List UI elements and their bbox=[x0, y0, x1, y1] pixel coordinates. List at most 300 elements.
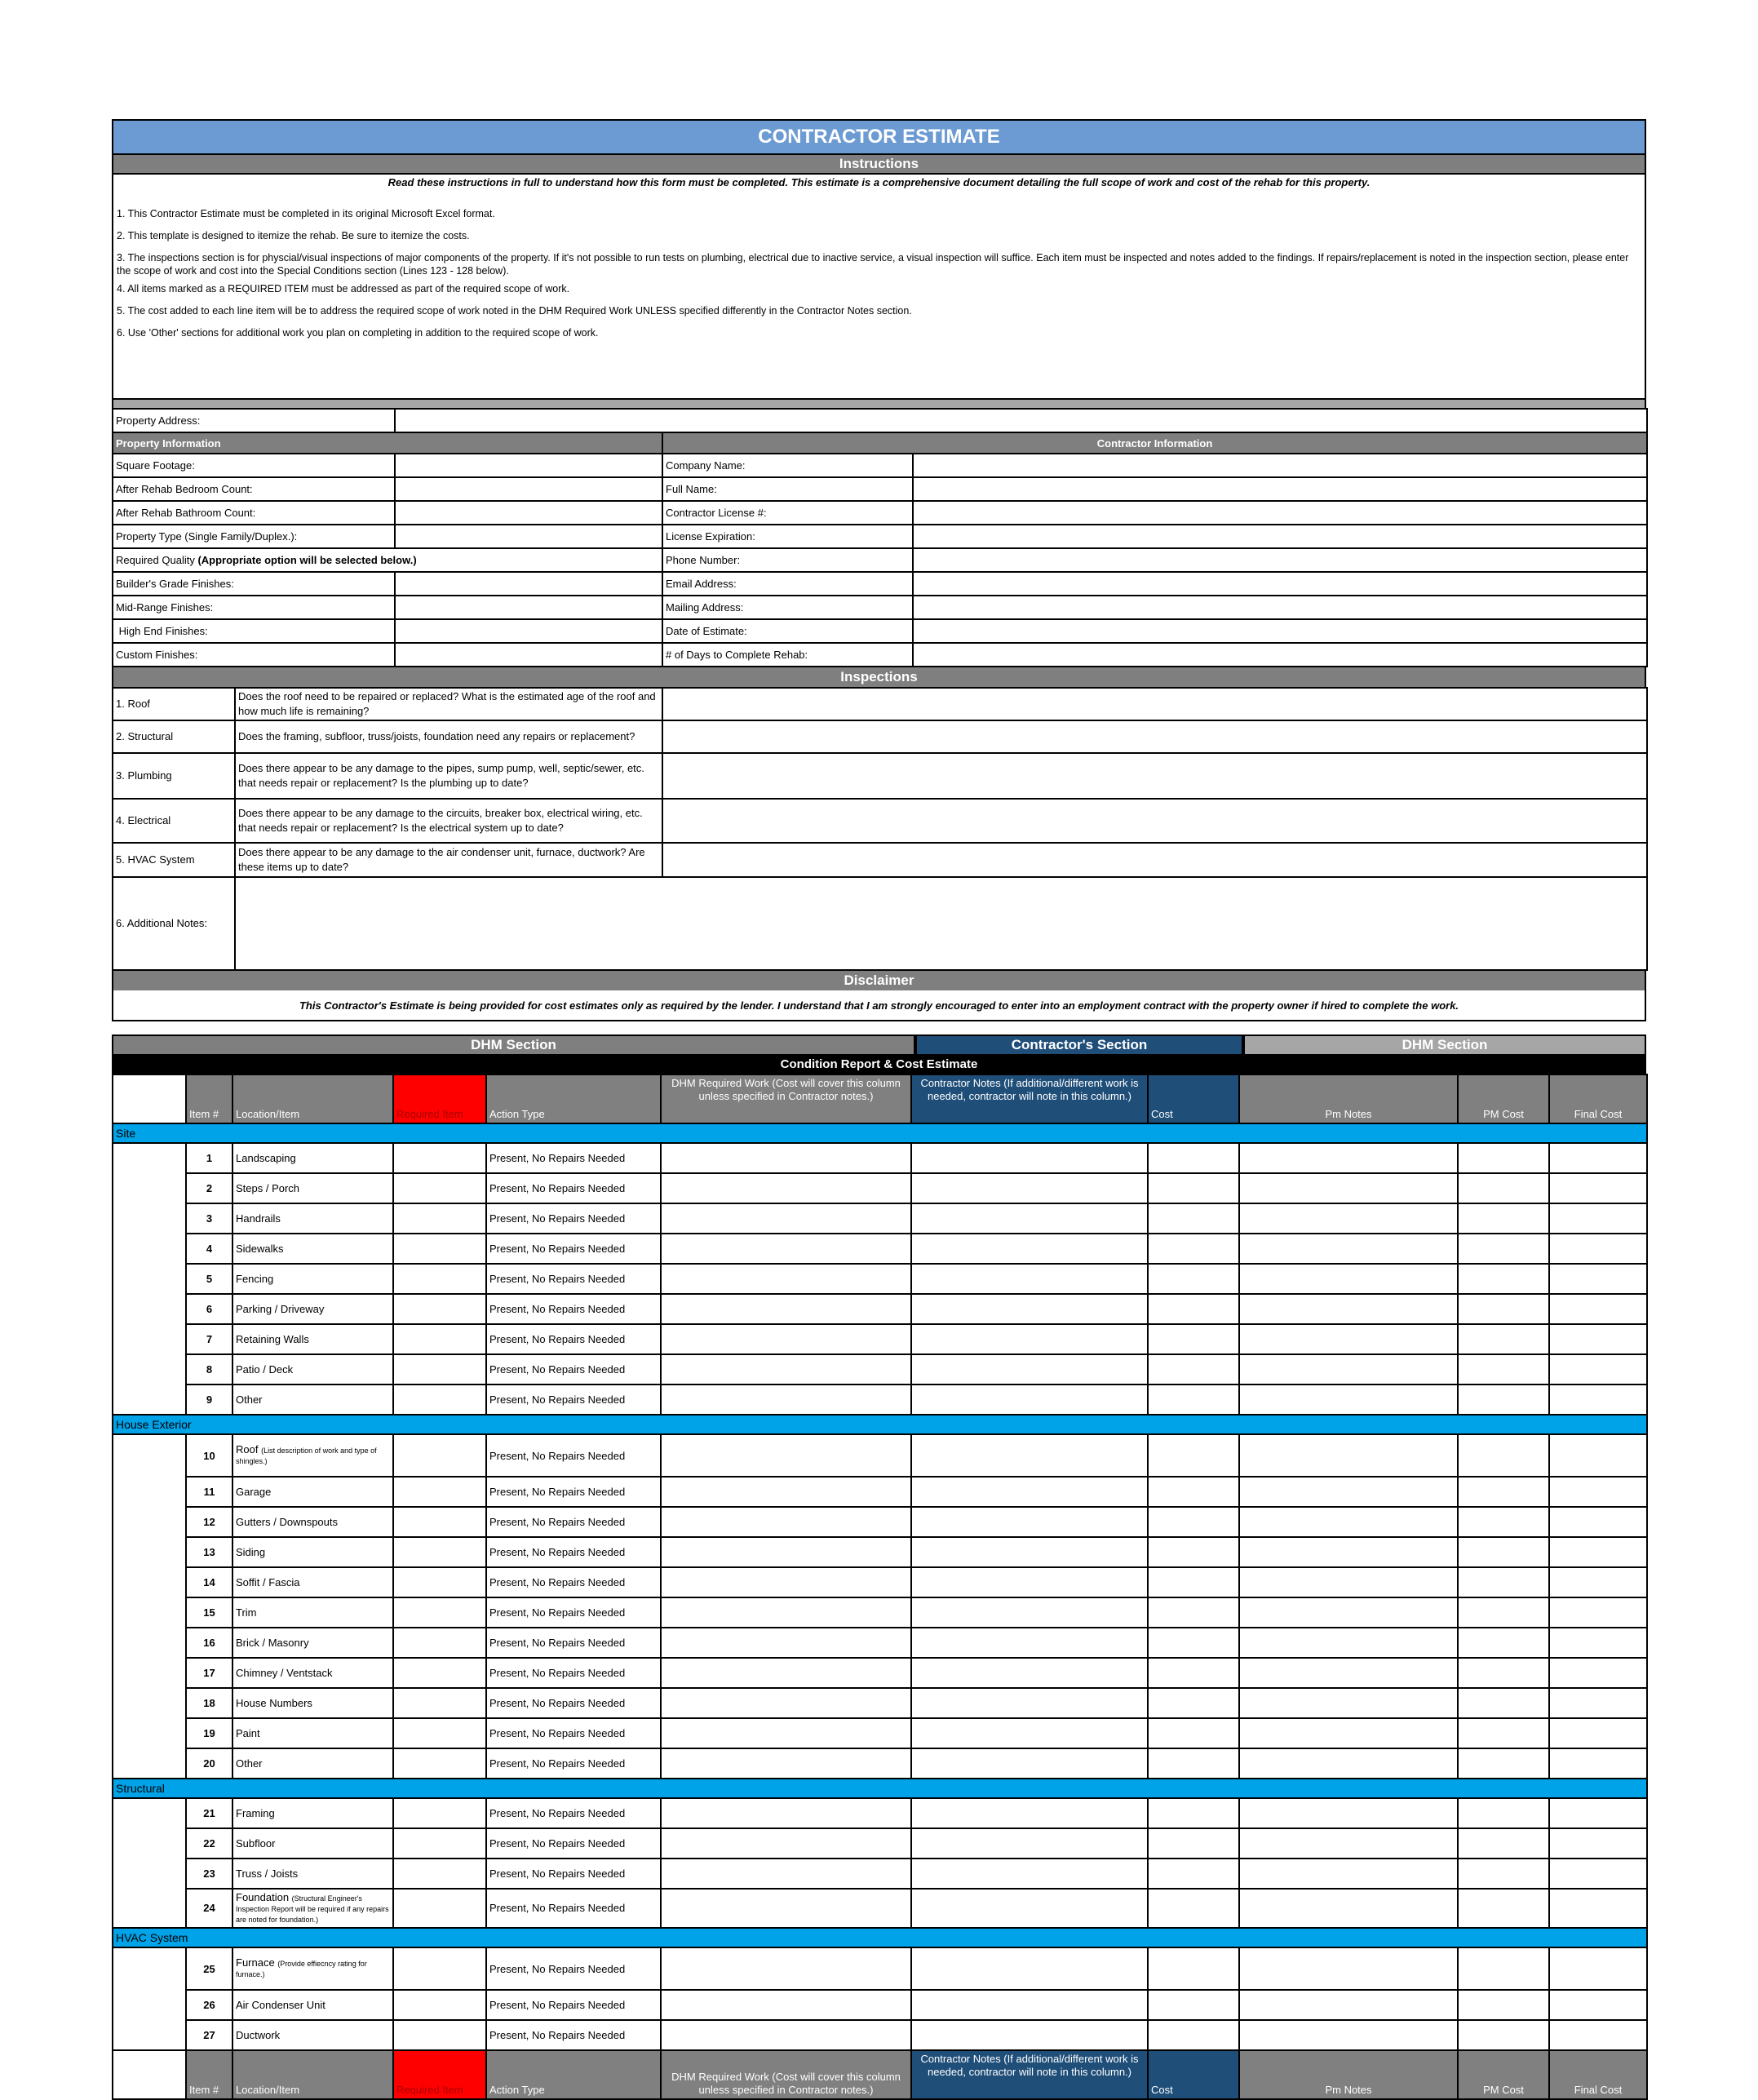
cost-cell[interactable] bbox=[1148, 2020, 1239, 2050]
pm-cost-cell[interactable] bbox=[1458, 1628, 1549, 1658]
pm-notes-cell[interactable] bbox=[1239, 1294, 1458, 1324]
contractor-notes-cell[interactable] bbox=[911, 1173, 1148, 1203]
pm-notes-cell[interactable] bbox=[1239, 2020, 1458, 2050]
pm-cost-cell[interactable] bbox=[1458, 1234, 1549, 1264]
cost-cell[interactable] bbox=[1148, 1384, 1239, 1415]
pm-cost-cell[interactable] bbox=[1458, 1507, 1549, 1537]
property-field-input[interactable] bbox=[395, 596, 662, 619]
cost-cell[interactable] bbox=[1148, 1264, 1239, 1294]
required-item-cell[interactable] bbox=[393, 1889, 486, 1928]
action-type-select[interactable]: Present, No Repairs Needed bbox=[486, 1264, 661, 1294]
row-gutter bbox=[113, 1537, 186, 1567]
required-item-cell[interactable] bbox=[393, 1658, 486, 1688]
contractor-notes-cell[interactable] bbox=[911, 1354, 1148, 1384]
pm-notes-cell[interactable] bbox=[1239, 1718, 1458, 1748]
pm-cost-cell[interactable] bbox=[1458, 1828, 1549, 1859]
pm-cost-cell[interactable] bbox=[1458, 1990, 1549, 2020]
property-field-input[interactable] bbox=[395, 619, 662, 643]
line-item-row bbox=[113, 1718, 1647, 1748]
category-row bbox=[113, 1415, 1647, 1434]
item-number: 22 bbox=[186, 1828, 232, 1859]
action-type-select[interactable]: Present, No Repairs Needed bbox=[486, 1688, 661, 1718]
pm-notes-cell[interactable] bbox=[1239, 1798, 1458, 1828]
dhm-required-work-cell[interactable] bbox=[661, 1173, 911, 1203]
dhm-required-work-cell[interactable] bbox=[661, 1434, 911, 1477]
action-type-select[interactable]: Present, No Repairs Needed bbox=[486, 1567, 661, 1597]
final-cost-cell[interactable] bbox=[1549, 1990, 1647, 2020]
dhm-required-work-cell[interactable] bbox=[661, 1234, 911, 1264]
dhm-required-work-cell[interactable] bbox=[661, 1567, 911, 1597]
dhm-required-work-cell[interactable] bbox=[661, 1859, 911, 1889]
pm-cost-cell[interactable] bbox=[1458, 1434, 1549, 1477]
property-field-input[interactable] bbox=[395, 477, 662, 501]
final-cost-cell[interactable] bbox=[1549, 1798, 1647, 1828]
final-cost-cell[interactable] bbox=[1549, 1294, 1647, 1324]
required-item-cell[interactable] bbox=[393, 1947, 486, 1990]
contractor-notes-cell[interactable] bbox=[911, 1889, 1148, 1928]
row-gutter bbox=[113, 1203, 186, 1234]
line-item-row bbox=[113, 1567, 1647, 1597]
dhm-required-work-cell[interactable] bbox=[661, 1947, 911, 1990]
dhm-required-work-cell[interactable] bbox=[661, 1507, 911, 1537]
dhm-required-work-cell[interactable] bbox=[661, 1143, 911, 1173]
final-cost-cell[interactable] bbox=[1549, 1859, 1647, 1889]
action-type-select[interactable]: Present, No Repairs Needed bbox=[486, 1143, 661, 1173]
dhm-required-work-cell[interactable] bbox=[661, 1718, 911, 1748]
contractor-notes-cell[interactable] bbox=[911, 1434, 1148, 1477]
final-cost-cell[interactable] bbox=[1549, 1658, 1647, 1688]
cost-cell[interactable] bbox=[1148, 1173, 1239, 1203]
cost-cell[interactable] bbox=[1148, 1828, 1239, 1859]
final-cost-cell[interactable] bbox=[1549, 1173, 1647, 1203]
pm-notes-cell[interactable] bbox=[1239, 1234, 1458, 1264]
cost-cell[interactable] bbox=[1148, 1434, 1239, 1477]
dhm-required-work-cell[interactable] bbox=[661, 1203, 911, 1234]
pm-cost-cell[interactable] bbox=[1458, 1354, 1549, 1384]
pm-cost-cell[interactable] bbox=[1458, 1173, 1549, 1203]
cost-header: Cost bbox=[1148, 2050, 1239, 2099]
contractor-notes-cell[interactable] bbox=[911, 1143, 1148, 1173]
action-type-select[interactable]: Present, No Repairs Needed bbox=[486, 1324, 661, 1354]
contractor-notes-cell[interactable] bbox=[911, 1658, 1148, 1688]
pm-notes-cell[interactable] bbox=[1239, 1537, 1458, 1567]
cost-cell[interactable] bbox=[1148, 1718, 1239, 1748]
dhm-required-work-cell[interactable] bbox=[661, 1658, 911, 1688]
column-header-row bbox=[113, 1074, 1647, 1123]
location-item: Chimney / Ventstack bbox=[232, 1658, 393, 1688]
final-cost-cell[interactable] bbox=[1549, 1688, 1647, 1718]
property-field-input[interactable] bbox=[395, 525, 662, 548]
cost-cell[interactable] bbox=[1148, 1889, 1239, 1928]
instruction-step: 1. This Contractor Estimate must be completed in its original Microsoft Excel format. bbox=[117, 208, 495, 219]
cost-cell[interactable] bbox=[1148, 1537, 1239, 1567]
required-item-cell[interactable] bbox=[393, 1798, 486, 1828]
contractor-field-input[interactable] bbox=[913, 572, 1647, 596]
required-item-cell[interactable] bbox=[393, 1477, 486, 1507]
cost-cell[interactable] bbox=[1148, 1658, 1239, 1688]
contractor-notes-cell[interactable] bbox=[911, 1718, 1148, 1748]
cost-cell[interactable] bbox=[1148, 1507, 1239, 1537]
contractor-notes-cell[interactable] bbox=[911, 1324, 1148, 1354]
required-item-cell[interactable] bbox=[393, 2020, 486, 2050]
contractor-notes-cell[interactable] bbox=[911, 1537, 1148, 1567]
contractor-field-label: Email Address: bbox=[662, 572, 913, 596]
required-item-cell[interactable] bbox=[393, 1143, 486, 1173]
property-field-input[interactable] bbox=[395, 643, 662, 667]
pm-notes-cell[interactable] bbox=[1239, 1434, 1458, 1477]
contractor-field-label: Date of Estimate: bbox=[662, 619, 913, 643]
dhm-required-work-cell[interactable] bbox=[661, 1537, 911, 1567]
contractor-notes-cell[interactable] bbox=[911, 1203, 1148, 1234]
dhm-required-work-cell[interactable] bbox=[661, 1597, 911, 1628]
pm-cost-cell[interactable] bbox=[1458, 1718, 1549, 1748]
required-item-cell[interactable] bbox=[393, 1294, 486, 1324]
instructions-header: Instructions bbox=[112, 153, 1646, 173]
pm-cost-cell[interactable] bbox=[1458, 1384, 1549, 1415]
action-type-select[interactable]: Present, No Repairs Needed bbox=[486, 1859, 661, 1889]
info-table bbox=[112, 408, 1648, 667]
location-item: Furnace (Provide effiecncy rating for furnace.) bbox=[232, 1947, 393, 1990]
contractor-notes-cell[interactable] bbox=[911, 1990, 1148, 2020]
location-item: Landscaping bbox=[232, 1143, 393, 1173]
action-type-select[interactable]: Present, No Repairs Needed bbox=[486, 1173, 661, 1203]
action-type-select[interactable]: Present, No Repairs Needed bbox=[486, 1947, 661, 1990]
location-item: Steps / Porch bbox=[232, 1173, 393, 1203]
property-field-input[interactable] bbox=[395, 501, 662, 525]
pm-cost-cell[interactable] bbox=[1458, 1143, 1549, 1173]
dhm-required-work-cell[interactable] bbox=[661, 1324, 911, 1354]
action-type-select[interactable]: Present, No Repairs Needed bbox=[486, 1718, 661, 1748]
final-cost-cell[interactable] bbox=[1549, 1828, 1647, 1859]
category-label: Structural bbox=[113, 1779, 1647, 1798]
contractor-field-input[interactable] bbox=[913, 454, 1647, 477]
cost-cell[interactable] bbox=[1148, 1628, 1239, 1658]
item-number: 5 bbox=[186, 1264, 232, 1294]
cost-cell[interactable] bbox=[1148, 1354, 1239, 1384]
contractor-notes-cell[interactable] bbox=[911, 1264, 1148, 1294]
final-cost-cell[interactable] bbox=[1549, 1889, 1647, 1928]
inspection-answer[interactable] bbox=[662, 688, 1647, 720]
inspection-answer[interactable] bbox=[662, 799, 1647, 843]
cost-cell[interactable] bbox=[1148, 1990, 1239, 2020]
pm-notes-cell[interactable] bbox=[1239, 1748, 1458, 1779]
contractor-estimate-sheet bbox=[112, 119, 1646, 2100]
contractor-field-input[interactable] bbox=[913, 525, 1647, 548]
pm-cost-cell[interactable] bbox=[1458, 1264, 1549, 1294]
item-number: 18 bbox=[186, 1688, 232, 1718]
action-type-select[interactable]: Present, No Repairs Needed bbox=[486, 1384, 661, 1415]
pm-notes-cell[interactable] bbox=[1239, 1990, 1458, 2020]
location-item: House Numbers bbox=[232, 1688, 393, 1718]
action-type-select[interactable]: Present, No Repairs Needed bbox=[486, 1658, 661, 1688]
action-type-select[interactable]: Present, No Repairs Needed bbox=[486, 1203, 661, 1234]
dhm-required-work-cell[interactable] bbox=[661, 1354, 911, 1384]
row-gutter bbox=[113, 1264, 186, 1294]
final-cost-cell[interactable] bbox=[1549, 1143, 1647, 1173]
contractor-field-input[interactable] bbox=[913, 596, 1647, 619]
pm-notes-cell[interactable] bbox=[1239, 1264, 1458, 1294]
required-item-cell[interactable] bbox=[393, 1628, 486, 1658]
row-gutter bbox=[113, 1173, 186, 1203]
contractor-notes-cell[interactable] bbox=[911, 1234, 1148, 1264]
location-item: Garage bbox=[232, 1477, 393, 1507]
location-header: Location/Item bbox=[232, 1074, 393, 1123]
pm-notes-cell[interactable] bbox=[1239, 1384, 1458, 1415]
line-item-row bbox=[113, 1143, 1647, 1173]
pm-notes-cell[interactable] bbox=[1239, 1143, 1458, 1173]
action-type-select[interactable]: Present, No Repairs Needed bbox=[486, 1597, 661, 1628]
action-type-select[interactable]: Present, No Repairs Needed bbox=[486, 1748, 661, 1779]
required-item-cell[interactable] bbox=[393, 1828, 486, 1859]
inspection-question: Does there appear to be any damage to the air condenser unit, furnace, ductwork? Are these items up to date? bbox=[235, 843, 662, 877]
action-type-select[interactable]: Present, No Repairs Needed bbox=[486, 2020, 661, 2050]
pm-notes-header: Pm Notes bbox=[1239, 2050, 1458, 2099]
row-gutter bbox=[113, 1434, 186, 1477]
pm-notes-cell[interactable] bbox=[1239, 1597, 1458, 1628]
contractor-notes-cell[interactable] bbox=[911, 1628, 1148, 1658]
row-gutter bbox=[113, 1688, 186, 1718]
contractor-field-input[interactable] bbox=[913, 548, 1647, 572]
inspection-answer[interactable] bbox=[662, 720, 1647, 753]
cost-cell[interactable] bbox=[1148, 1688, 1239, 1718]
final-cost-cell[interactable] bbox=[1549, 1748, 1647, 1779]
contractor-notes-cell[interactable] bbox=[911, 1798, 1148, 1828]
action-type-select[interactable]: Present, No Repairs Needed bbox=[486, 1889, 661, 1928]
pm-cost-cell[interactable] bbox=[1458, 1324, 1549, 1354]
location-item: Parking / Driveway bbox=[232, 1294, 393, 1324]
final-cost-cell[interactable] bbox=[1549, 1384, 1647, 1415]
cost-cell[interactable] bbox=[1148, 1748, 1239, 1779]
cost-cell[interactable] bbox=[1148, 1143, 1239, 1173]
contractor-section-header: Contractor's Section bbox=[915, 1034, 1243, 1054]
location-item: Sidewalks bbox=[232, 1234, 393, 1264]
contractor-notes-cell[interactable] bbox=[911, 1688, 1148, 1718]
pm-notes-cell[interactable] bbox=[1239, 1507, 1458, 1537]
pm-cost-cell[interactable] bbox=[1458, 2020, 1549, 2050]
final-cost-cell[interactable] bbox=[1549, 1567, 1647, 1597]
pm-cost-cell[interactable] bbox=[1458, 1889, 1549, 1928]
required-item-cell[interactable] bbox=[393, 1203, 486, 1234]
row-gutter bbox=[113, 1324, 186, 1354]
location-item: Foundation (Structural Engineer's Inspection Report will be required if any repairs are noted for foundation.) bbox=[232, 1889, 393, 1928]
cost-cell[interactable] bbox=[1148, 1324, 1239, 1354]
item-number-header: Item # bbox=[186, 2050, 232, 2099]
pm-notes-cell[interactable] bbox=[1239, 1889, 1458, 1928]
required-item-cell[interactable] bbox=[393, 1324, 486, 1354]
final-cost-cell[interactable] bbox=[1549, 1477, 1647, 1507]
required-item-cell[interactable] bbox=[393, 1173, 486, 1203]
cost-cell[interactable] bbox=[1148, 1203, 1239, 1234]
dhm-section-header-right: DHM Section bbox=[1243, 1034, 1646, 1054]
estimate-grid bbox=[112, 1074, 1648, 2100]
final-cost-cell[interactable] bbox=[1549, 1264, 1647, 1294]
final-cost-cell[interactable] bbox=[1549, 1354, 1647, 1384]
inspection-answer[interactable] bbox=[662, 843, 1647, 877]
property-field-input[interactable] bbox=[395, 572, 662, 596]
dhm-required-work-cell[interactable] bbox=[661, 1748, 911, 1779]
pm-cost-cell[interactable] bbox=[1458, 1859, 1549, 1889]
pm-cost-cell[interactable] bbox=[1458, 1688, 1549, 1718]
required-item-cell[interactable] bbox=[393, 1688, 486, 1718]
final-cost-header: Final Cost bbox=[1549, 1074, 1647, 1123]
pm-notes-cell[interactable] bbox=[1239, 1658, 1458, 1688]
line-item-row bbox=[113, 1203, 1647, 1234]
pm-notes-cell[interactable] bbox=[1239, 1173, 1458, 1203]
action-type-select[interactable]: Present, No Repairs Needed bbox=[486, 1507, 661, 1537]
final-cost-cell[interactable] bbox=[1549, 1507, 1647, 1537]
inspection-answer[interactable] bbox=[662, 753, 1647, 799]
final-cost-cell[interactable] bbox=[1549, 1324, 1647, 1354]
required-item-cell[interactable] bbox=[393, 1748, 486, 1779]
action-type-select[interactable]: Present, No Repairs Needed bbox=[486, 1628, 661, 1658]
cost-cell[interactable] bbox=[1148, 1477, 1239, 1507]
required-item-cell[interactable] bbox=[393, 1990, 486, 2020]
final-cost-cell[interactable] bbox=[1549, 1434, 1647, 1477]
location-item: Air Condenser Unit bbox=[232, 1990, 393, 2020]
action-type-select[interactable]: Present, No Repairs Needed bbox=[486, 1434, 661, 1477]
contractor-notes-cell[interactable] bbox=[911, 1507, 1148, 1537]
final-cost-cell[interactable] bbox=[1549, 1718, 1647, 1748]
contractor-notes-cell[interactable] bbox=[911, 1859, 1148, 1889]
location-item: Subfloor bbox=[232, 1828, 393, 1859]
row-gutter bbox=[113, 1477, 186, 1507]
action-type-select[interactable]: Present, No Repairs Needed bbox=[486, 1990, 661, 2020]
action-type-select[interactable]: Present, No Repairs Needed bbox=[486, 1234, 661, 1264]
cost-cell[interactable] bbox=[1148, 1597, 1239, 1628]
pm-notes-cell[interactable] bbox=[1239, 1947, 1458, 1990]
contractor-notes-cell[interactable] bbox=[911, 1947, 1148, 1990]
required-item-cell[interactable] bbox=[393, 1264, 486, 1294]
property-address-field[interactable] bbox=[395, 409, 1647, 432]
dhm-required-work-cell[interactable] bbox=[661, 1384, 911, 1415]
required-item-cell[interactable] bbox=[393, 1597, 486, 1628]
pm-cost-cell[interactable] bbox=[1458, 1567, 1549, 1597]
dhm-required-work-cell[interactable] bbox=[661, 1294, 911, 1324]
final-cost-cell[interactable] bbox=[1549, 1597, 1647, 1628]
required-item-cell[interactable] bbox=[393, 1234, 486, 1264]
required-item-cell[interactable] bbox=[393, 1384, 486, 1415]
required-item-cell[interactable] bbox=[393, 1434, 486, 1477]
action-type-select[interactable]: Present, No Repairs Needed bbox=[486, 1798, 661, 1828]
cost-cell[interactable] bbox=[1148, 1234, 1239, 1264]
row-gutter bbox=[113, 2020, 186, 2050]
action-type-select[interactable]: Present, No Repairs Needed bbox=[486, 1537, 661, 1567]
line-item-row bbox=[113, 1294, 1647, 1324]
instruction-step: 5. The cost added to each line item will be to address the required scope of work noted in the DHM Required Work UNLESS specified differently in the Contractor Notes section. bbox=[117, 305, 912, 317]
cost-header: Cost bbox=[1148, 1074, 1239, 1123]
pm-cost-cell[interactable] bbox=[1458, 1294, 1549, 1324]
line-item-row bbox=[113, 1324, 1647, 1354]
required-item-cell[interactable] bbox=[393, 1567, 486, 1597]
action-type-select[interactable]: Present, No Repairs Needed bbox=[486, 1828, 661, 1859]
action-type-select[interactable]: Present, No Repairs Needed bbox=[486, 1477, 661, 1507]
final-cost-cell[interactable] bbox=[1549, 1947, 1647, 1990]
row-gutter bbox=[113, 1828, 186, 1859]
required-item-cell[interactable] bbox=[393, 1718, 486, 1748]
contractor-field-input[interactable] bbox=[913, 643, 1647, 667]
final-cost-cell[interactable] bbox=[1549, 1628, 1647, 1658]
action-type-select[interactable]: Present, No Repairs Needed bbox=[486, 1354, 661, 1384]
line-item-row bbox=[113, 1947, 1647, 1990]
cost-cell[interactable] bbox=[1148, 1567, 1239, 1597]
contractor-notes-cell[interactable] bbox=[911, 2020, 1148, 2050]
required-item-cell[interactable] bbox=[393, 1507, 486, 1537]
pm-cost-cell[interactable] bbox=[1458, 1947, 1549, 1990]
pm-notes-cell[interactable] bbox=[1239, 1324, 1458, 1354]
contractor-notes-cell[interactable] bbox=[911, 1828, 1148, 1859]
contractor-field-input[interactable] bbox=[913, 477, 1647, 501]
dhm-required-work-cell[interactable] bbox=[661, 1264, 911, 1294]
contractor-notes-header: Contractor Notes (If additional/different work is needed, contractor will note in this column.) bbox=[911, 2050, 1148, 2099]
required-item-cell[interactable] bbox=[393, 1354, 486, 1384]
row-gutter bbox=[113, 1628, 186, 1658]
pm-cost-cell[interactable] bbox=[1458, 1477, 1549, 1507]
contractor-notes-cell[interactable] bbox=[911, 1477, 1148, 1507]
cost-cell[interactable] bbox=[1148, 1798, 1239, 1828]
cost-cell[interactable] bbox=[1148, 1859, 1239, 1889]
dhm-required-work-cell[interactable] bbox=[661, 1889, 911, 1928]
final-cost-cell[interactable] bbox=[1549, 2020, 1647, 2050]
header-blank bbox=[113, 2050, 186, 2099]
pm-notes-cell[interactable] bbox=[1239, 1628, 1458, 1658]
action-type-select[interactable]: Present, No Repairs Needed bbox=[486, 1294, 661, 1324]
dhm-required-work-cell[interactable] bbox=[661, 1628, 911, 1658]
pm-notes-cell[interactable] bbox=[1239, 1567, 1458, 1597]
dhm-required-work-cell[interactable] bbox=[661, 1990, 911, 2020]
dhm-required-work-cell[interactable] bbox=[661, 1688, 911, 1718]
contractor-field-input[interactable] bbox=[913, 619, 1647, 643]
pm-notes-cell[interactable] bbox=[1239, 1477, 1458, 1507]
pm-cost-cell[interactable] bbox=[1458, 1798, 1549, 1828]
dhm-required-work-cell[interactable] bbox=[661, 1828, 911, 1859]
dhm-required-work-cell[interactable] bbox=[661, 2020, 911, 2050]
required-item-cell[interactable] bbox=[393, 1859, 486, 1889]
contractor-notes-cell[interactable] bbox=[911, 1384, 1148, 1415]
pm-cost-cell[interactable] bbox=[1458, 1658, 1549, 1688]
property-field-input[interactable] bbox=[395, 454, 662, 477]
final-cost-cell[interactable] bbox=[1549, 1537, 1647, 1567]
final-cost-cell[interactable] bbox=[1549, 1234, 1647, 1264]
pm-cost-cell[interactable] bbox=[1458, 1203, 1549, 1234]
additional-notes-field[interactable] bbox=[235, 877, 1647, 970]
contractor-notes-cell[interactable] bbox=[911, 1597, 1148, 1628]
item-number: 10 bbox=[186, 1434, 232, 1477]
pm-notes-cell[interactable] bbox=[1239, 1828, 1458, 1859]
contractor-field-label: Company Name: bbox=[662, 454, 913, 477]
pm-cost-cell[interactable] bbox=[1458, 1597, 1549, 1628]
contractor-field-input[interactable] bbox=[913, 501, 1647, 525]
dhm-required-work-cell[interactable] bbox=[661, 1798, 911, 1828]
pm-notes-cell[interactable] bbox=[1239, 1859, 1458, 1889]
location-item: Patio / Deck bbox=[232, 1354, 393, 1384]
pm-cost-cell[interactable] bbox=[1458, 1537, 1549, 1567]
dhm-required-work-cell[interactable] bbox=[661, 1477, 911, 1507]
contractor-notes-cell[interactable] bbox=[911, 1294, 1148, 1324]
cost-cell[interactable] bbox=[1148, 1947, 1239, 1990]
pm-cost-cell[interactable] bbox=[1458, 1748, 1549, 1779]
final-cost-cell[interactable] bbox=[1549, 1203, 1647, 1234]
required-item-cell[interactable] bbox=[393, 1537, 486, 1567]
pm-notes-cell[interactable] bbox=[1239, 1688, 1458, 1718]
contractor-notes-cell[interactable] bbox=[911, 1567, 1148, 1597]
pm-notes-cell[interactable] bbox=[1239, 1354, 1458, 1384]
row-gutter bbox=[113, 1294, 186, 1324]
row-gutter bbox=[113, 1658, 186, 1688]
contractor-notes-cell[interactable] bbox=[911, 1748, 1148, 1779]
header-blank bbox=[113, 1074, 186, 1123]
pm-notes-cell[interactable] bbox=[1239, 1203, 1458, 1234]
cost-cell[interactable] bbox=[1148, 1294, 1239, 1324]
